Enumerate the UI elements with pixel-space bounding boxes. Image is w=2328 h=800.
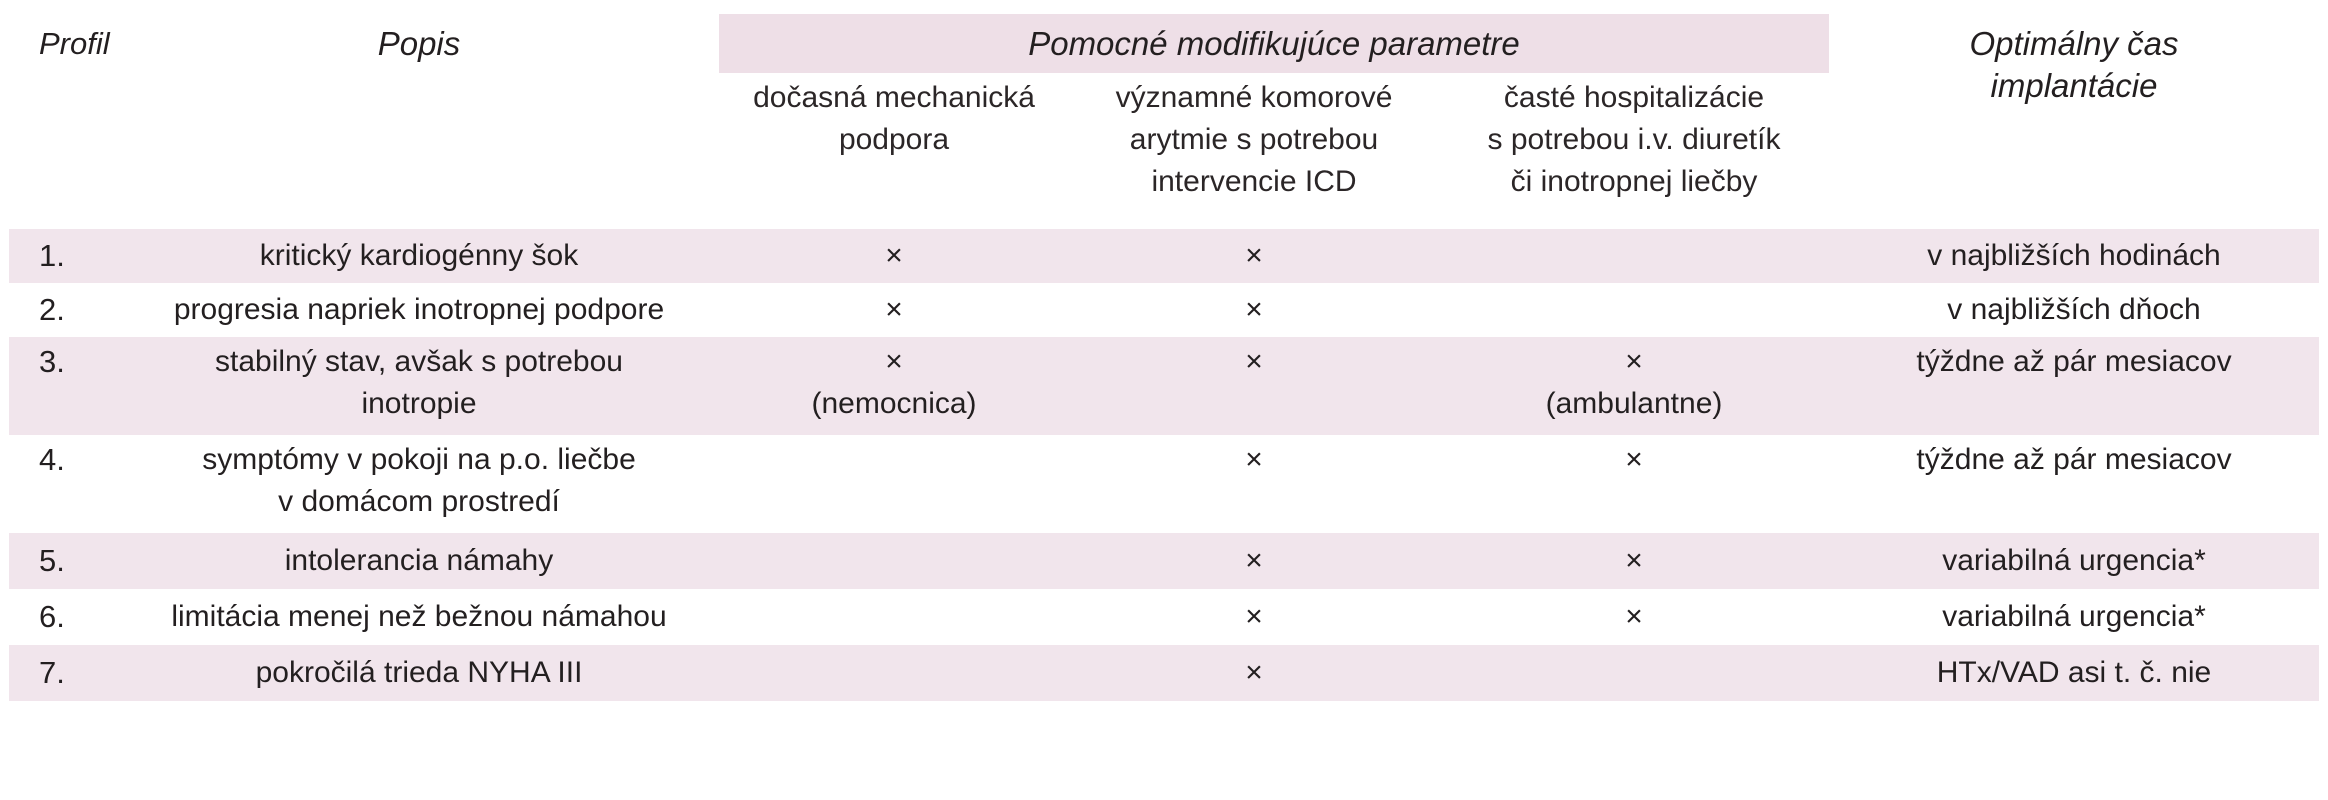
row-description-line2: inotropie	[361, 387, 477, 420]
row-mark-arrhythmia: ×	[1069, 337, 1439, 435]
header-optimal-time-line2: implantácie	[1990, 67, 2158, 104]
row-mark-hospitalization: ×	[1439, 435, 1829, 533]
row-mark-arrhythmia: ×	[1069, 283, 1439, 337]
row-mark-temporary-support	[719, 533, 1069, 589]
row-description-line1: symptómy v pokoji na p.o. liečbe	[202, 443, 636, 476]
row-mark-hospitalization	[1439, 337, 1829, 435]
row-mark: ×	[1625, 345, 1643, 378]
row-mark-temporary-support	[719, 337, 1069, 435]
row-number: 7.	[9, 645, 119, 701]
row-description: pokročilá trieda NYHA III	[119, 645, 719, 701]
row-mark-hospitalization	[1439, 229, 1829, 283]
row-description: progresia napriek inotropnej podpore	[119, 283, 719, 337]
row-description: limitácia menej než bežnou námahou	[119, 589, 719, 645]
row-description	[119, 435, 719, 533]
header-p3-line3: či inotropnej liečby	[1510, 165, 1758, 198]
header-profil: Profil	[39, 25, 110, 61]
row-description-line2: v domácom prostredí	[278, 485, 560, 518]
row-optimal-time: týždne až pár mesiacov	[1829, 337, 2319, 435]
table-row	[9, 435, 2319, 533]
row-mark-temporary-support: ×	[719, 283, 1069, 337]
row-number: 6.	[9, 589, 119, 645]
row-mark-arrhythmia: ×	[1069, 533, 1439, 589]
header-p1-line2: podpora	[838, 123, 950, 156]
row-mark-hospitalization: ×	[1439, 589, 1829, 645]
row-optimal-time: v najbližších dňoch	[1829, 283, 2319, 337]
row-number: 4.	[9, 435, 119, 533]
row-mark-arrhythmia: ×	[1069, 229, 1439, 283]
header-p1-line1: dočasná mechanická	[753, 81, 1035, 114]
row-mark-arrhythmia: ×	[1069, 645, 1439, 701]
header-optimal-time	[1829, 14, 2319, 229]
row-optimal-time: variabilná urgencia*	[1829, 533, 2319, 589]
row-description: kritický kardiogénny šok	[119, 229, 719, 283]
row-number: 2.	[9, 283, 119, 337]
table-row	[9, 589, 2319, 645]
header-params-title: Pomocné modifikujúce parametre	[719, 14, 1829, 73]
row-description	[119, 337, 719, 435]
header-p2-line1: významné komorové	[1115, 81, 1393, 114]
header-p3-line2: s potrebou i.v. diuretík	[1487, 123, 1781, 156]
header-p3-line1: časté hospitalizácie	[1503, 81, 1765, 114]
header-popis: Popis	[377, 24, 461, 62]
header-p2-line3: intervencie ICD	[1151, 165, 1357, 198]
row-mark-arrhythmia: ×	[1069, 435, 1439, 533]
row-optimal-time: týždne až pár mesiacov	[1829, 435, 2319, 533]
table-row	[9, 229, 2319, 283]
row-number: 5.	[9, 533, 119, 589]
header-optimal-time-line1: Optimálny čas	[1969, 25, 2179, 62]
row-mark-temporary-support	[719, 645, 1069, 701]
row-mark-temporary-support	[719, 435, 1069, 533]
row-optimal-time: v najbližších hodinách	[1829, 229, 2319, 283]
row-number: 3.	[9, 337, 119, 435]
row-optimal-time: HTx/VAD asi t. č. nie	[1829, 645, 2319, 701]
row-mark-arrhythmia: ×	[1069, 589, 1439, 645]
row-mark-note: (ambulantne)	[1545, 387, 1723, 420]
table-row	[9, 645, 2319, 701]
row-optimal-time: variabilná urgencia*	[1829, 589, 2319, 645]
header-param-temporary-support	[719, 73, 1069, 229]
header-param-hospitalization	[1439, 73, 1829, 229]
row-mark-hospitalization	[1439, 645, 1829, 701]
table-row	[9, 337, 2319, 435]
table-row	[9, 533, 2319, 589]
row-mark-temporary-support: ×	[719, 229, 1069, 283]
row-mark-hospitalization: ×	[1439, 533, 1829, 589]
table-row	[9, 283, 2319, 337]
row-mark-temporary-support	[719, 589, 1069, 645]
row-mark-hospitalization	[1439, 283, 1829, 337]
row-mark-note: (nemocnica)	[811, 387, 977, 420]
row-description-line1: stabilný stav, avšak s potrebou	[215, 345, 623, 378]
row-description: intolerancia námahy	[119, 533, 719, 589]
row-mark: ×	[885, 345, 903, 378]
header-p2-line2: arytmie s potrebou	[1129, 123, 1379, 156]
intermacs-profile-table	[9, 14, 2319, 701]
header-param-arrhythmia	[1069, 73, 1439, 229]
row-number: 1.	[9, 229, 119, 283]
